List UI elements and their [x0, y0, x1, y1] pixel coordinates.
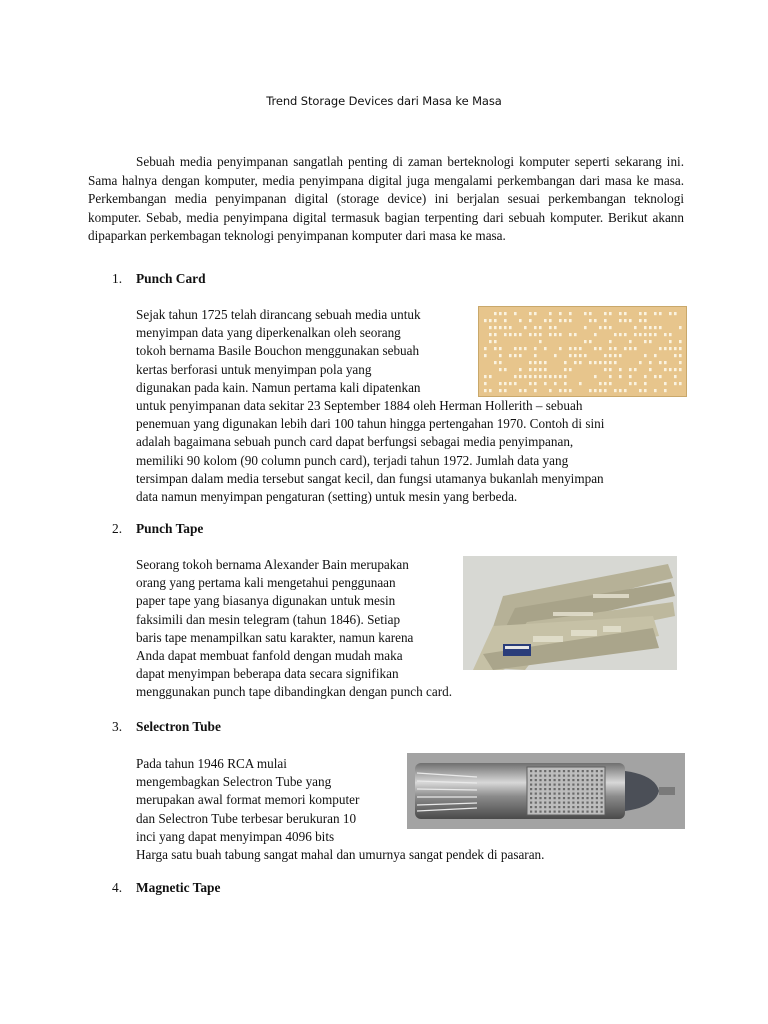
- text-line: Pada tahun 1946 RCA mulai: [136, 756, 287, 771]
- selectron-tube-image: [407, 753, 685, 829]
- section-number: 1.: [112, 271, 123, 286]
- text-line: merupakan awal format memori komputer: [136, 792, 360, 808]
- selectron-tube-illustration: [407, 753, 685, 829]
- text-line: penemuan yang digunakan lebih dari 100 tahun hingga pertengahan 1970. Contoh di sini: [136, 416, 605, 432]
- text-line: Sejak tahun 1725 telah dirancang sebuah media untuk: [136, 307, 421, 322]
- text-line: paper tape yang biasanya digunakan untuk mesin: [136, 593, 396, 609]
- section-heading-magnetic-tape: [112, 880, 220, 896]
- punch-tape-illustration: [463, 556, 677, 670]
- text-line: untuk penyimpanan data sekitar 23 September 1884 oleh Herman Hollerith – sebuah: [136, 398, 583, 414]
- text-line: menggunakan punch tape dibandingkan dengan punch card.: [136, 684, 453, 700]
- text-line: data namun menyimpan pengaturan (setting) untuk mesin yang berbeda.: [136, 489, 518, 505]
- text-line: digunakan pada kain. Namun pertama kali dipatenkan: [136, 379, 421, 395]
- section-number: 4.: [112, 880, 123, 895]
- intro-text: Sebuah media penyimpanan sangatlah penting di zaman berteknologi komputer seperti sekarang ini. Sama halnya dengan komputer, media penyimpana digital juga mengalami perkembangan dari masa ke masa. Perkembangan media penyimpanan digital (storage device) ini berjalan sesuai perkembangan teknologi komputer. Sebab, media penyimpana digital termasuk bagian terpenting dari sebuah komputer. Berikut akann dipaparkan perkembagan teknologi penyimpanan komputer dari masa ke masa.: [88, 154, 684, 244]
- text-line: kertas berforasi untuk menyimpan pola yang: [136, 361, 372, 377]
- section-body-punch-tape: [136, 556, 452, 702]
- text-line: menyimpan data yang diperkenalkan oleh seorang: [136, 325, 401, 341]
- section-number: 2.: [112, 521, 123, 536]
- section-heading-punch-card: [112, 271, 206, 287]
- intro-paragraph: [88, 153, 684, 246]
- text-line: dan Selectron Tube terbesar berukuran 10: [136, 810, 357, 826]
- text-line: inci yang dapat menyimpan 4096 bits: [136, 828, 335, 844]
- text-line: Harga satu buah tabung sangat mahal dan umurnya sangat pendek di pasaran.: [136, 847, 545, 863]
- punch-card-image: [478, 306, 687, 397]
- text-line: dapat menyimpan beberapa data secara signifikan: [136, 666, 399, 682]
- text-line: faksimili dan mesin telegram (tahun 1846). Setiap: [136, 611, 401, 627]
- text-line: memiliki 90 kolom (90 column punch card), terjadi tahun 1972. Jumlah data yang: [136, 452, 569, 468]
- text-line: Seorang tokoh bernama Alexander Bain merupakan: [136, 557, 409, 572]
- section-title: Punch Card: [136, 271, 206, 286]
- text-line: mengembagkan Selectron Tube yang: [136, 774, 332, 790]
- section-heading-punch-tape: [112, 521, 203, 537]
- text-line: orang yang pertama kali mengetahui penggunaan: [136, 575, 396, 591]
- text-line: adalah bagaimana sebuah punch card dapat berfungsi sebagai media penyimpanan,: [136, 434, 574, 450]
- punch-card-illustration: [479, 307, 686, 396]
- document-title: Trend Storage Devices dari Masa ke Masa: [266, 94, 502, 108]
- text-line: baris tape menampilkan satu karakter, namun karena: [136, 629, 414, 645]
- section-title: Punch Tape: [136, 521, 204, 536]
- section-number: 3.: [112, 719, 123, 734]
- text-line: tersimpan dalam media tersebut sangat kecil, dan fungsi utamanya bukanlah menyimpan: [136, 470, 604, 486]
- text-line: Anda dapat membuat fanfold dengan mudah maka: [136, 648, 403, 664]
- section-title: Selectron Tube: [136, 719, 221, 734]
- text-line: tokoh bernama Basile Bouchon menggunakan sebuah: [136, 343, 420, 359]
- punch-tape-image: [463, 556, 677, 670]
- section-heading-selectron-tube: [112, 719, 221, 735]
- section-title: Magnetic Tape: [136, 880, 221, 895]
